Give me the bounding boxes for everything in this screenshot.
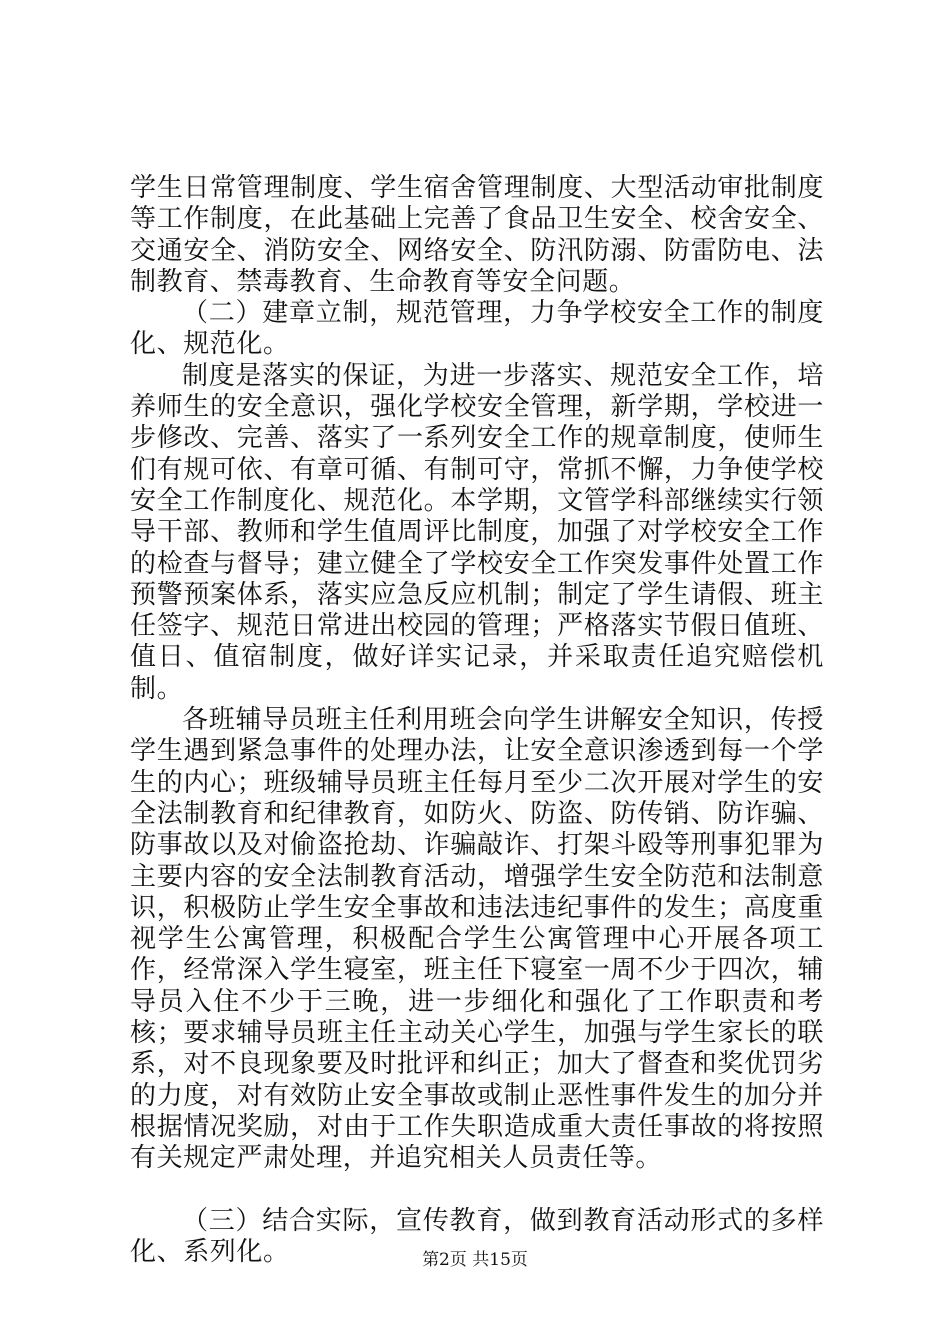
paragraph-rules: 制度是落实的保证，为进一步落实、规范安全工作，培养师生的安全意识，强化学校安全管理，新学期，学校进一步修改、完善、落实了一系列安全工作的规章制度，使师生们有规可依、有章可循、有制可守，常抓不懈，力争使学校安全工作制度化、规范化。本学期，文管学科部继续实行领导干部、教师和学生值周评比制度，加强了对学校安全工作的检查与督导；建立健全了学校安全工作突发事件处置工作预警预案体系，落实应急反应机制；制定了学生请假、班主任签字、规范日常进出校园的管理；严格落实节假日值班、值日、值宿制度，做好详实记录，并采取责任追究赔偿机制。: [130, 360, 824, 704]
document-body: [130, 173, 824, 1268]
section-heading-2: （二）建章立制，规范管理，力争学校安全工作的制度化、规范化。: [130, 298, 824, 360]
paragraph-continuation: 学生日常管理制度、学生宿舍管理制度、大型活动审批制度等工作制度，在此基础上完善了食品卫生安全、校舍安全、交通安全、消防安全、网络安全、防汛防溺、防雷防电、法制教育、禁毒教育、生命教育等安全问题。: [130, 173, 824, 297]
section-heading-3: （三）结合实际，宣传教育，做到教育活动形式的多样化、系列化。: [130, 1205, 824, 1267]
paragraph-counselors: 各班辅导员班主任利用班会向学生讲解安全知识，传授学生遇到紧急事件的处理办法，让安全意识渗透到每一个学生的内心；班级辅导员班主任每月至少二次开展对学生的安全法制教育和纪律教育，如防火、防盗、防传销、防诈骗、防事故以及对偷盗抢劫、诈骗敲诈、打架斗殴等刑事犯罪为主要内容的安全法制教育活动，增强学生安全防范和法制意识，积极防止学生安全事故和违法违纪事件的发生；高度重视学生公寓管理，积极配合学生公寓管理中心开展各项工作，经常深入学生寝室，班主任下寝室一周不少于四次，辅导员入住不少于三晚，进一步细化和强化了工作职责和考核；要求辅导员班主任主动关心学生，加强与学生家长的联系，对不良现象要及时批评和纠正；加大了督查和奖优罚劣的力度，对有效防止安全事故或制止恶性事件发生的加分并根据情况奖励，对由于工作失职造成重大责任事故的将按照有关规定严肃处理，并追究相关人员责任等。: [130, 705, 824, 1174]
page-number-footer: 第2页 共15页: [422, 1250, 528, 1270]
